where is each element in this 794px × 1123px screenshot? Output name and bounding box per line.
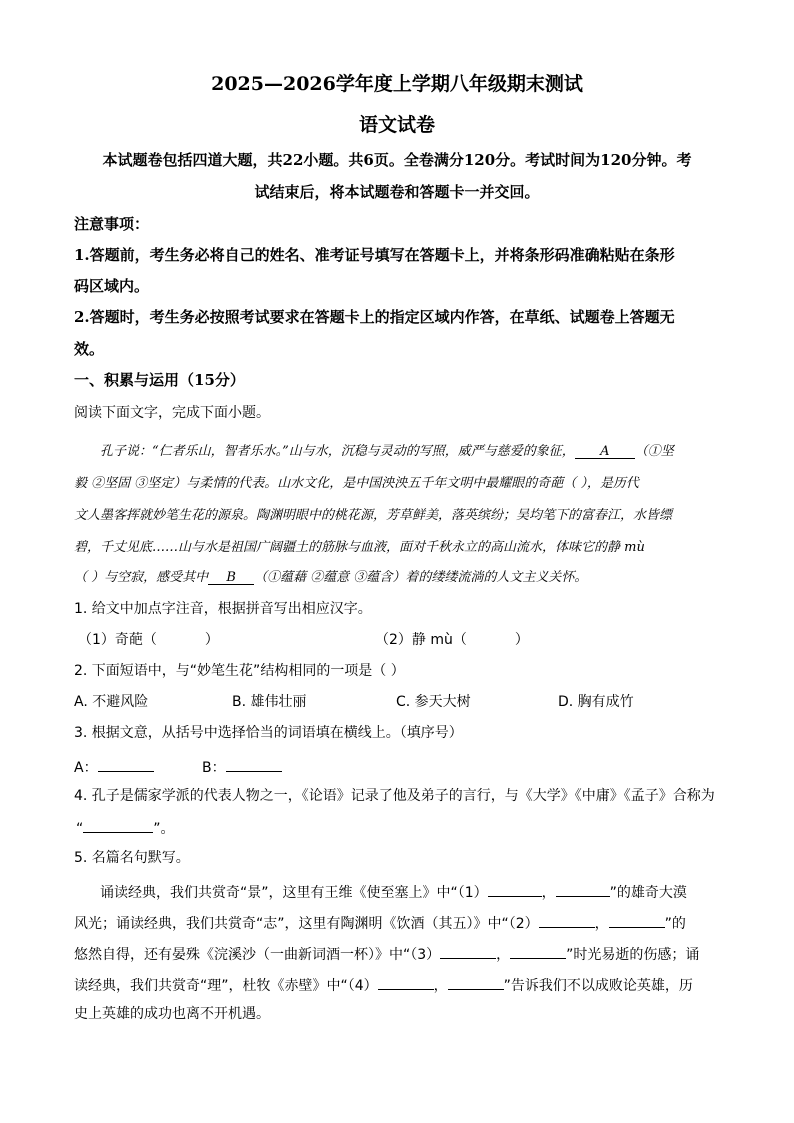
paren-close: ）	[204, 632, 219, 648]
question-1-part-2	[375, 630, 529, 650]
text: ”的	[664, 916, 686, 932]
passage-line-5	[74, 568, 587, 588]
text: ”告诉我们不以成败论英雄，历	[503, 978, 693, 994]
text: 读经典，我们共赏奇“理”，杜牧《赤壁》中“（4）	[74, 978, 378, 994]
question-3-answer-b	[202, 755, 282, 778]
question-2-option-d[interactable]: D. 胸有成竹	[558, 694, 634, 710]
answer-label: A：	[74, 760, 98, 776]
answer-blank-a[interactable]	[98, 755, 154, 772]
exam-subtitle: 语文试卷	[358, 114, 435, 136]
answer-blank-2a[interactable]	[539, 911, 595, 928]
question-4-line-1: 4. 孔子是儒家学派的代表人物之一，《论语》记录了他及弟子的言行，与《大学》《中庸》《孟子》合称为	[74, 788, 715, 804]
passage-text: 孔子说：“仁者乐山，智者乐水。”山与水，沉稳与灵动的写照，威严与慈爱的象征，	[100, 444, 575, 459]
passage-text: （ ）与空寂，感受其中	[74, 570, 209, 585]
answer-blank-3b[interactable]	[510, 942, 566, 959]
question-2-option-c[interactable]: C. 参天大树	[396, 694, 471, 710]
passage-line-3: 文人墨客挥就妙笔生花的源泉。陶渊明眼中的桃花源，芳草鲜美，落英缤纷；吴均笔下的富春江，水皆缥	[74, 508, 673, 523]
answer-blank-b[interactable]	[226, 755, 282, 772]
intro-line-1: 本试题卷包括四道大题，共22小题。共6页。全卷满分120分。考试时间为120分钟。考	[102, 151, 692, 169]
paren-close: ）	[514, 632, 529, 648]
text: ”时光易逝的伤感；诵	[566, 947, 700, 963]
section-heading: 一、积累与运用（15分）	[74, 371, 245, 389]
text: ，	[541, 885, 556, 901]
text: ”的雄奇大漠	[609, 885, 687, 901]
question-5-line-3	[74, 942, 699, 965]
answer-label: B：	[202, 760, 226, 776]
answer-blank-3a[interactable]	[440, 942, 496, 959]
question-5: 5. 名篇名句默写。	[74, 850, 190, 866]
notice-item-1-line-1: 1.答题前，考生务必将自己的姓名、准考证号填写在答题卡上，并将条形码准确粘贴在条形	[74, 246, 675, 264]
answer-blank-4a[interactable]	[378, 973, 434, 990]
question-4-line-2	[76, 816, 175, 839]
question-3-answer-a	[74, 755, 154, 778]
notice-item-2-line-1: 2.答题时，考生务必按照考试要求在答题卡上的指定区域内作答，在草纸、试题卷上答题无	[74, 308, 675, 326]
question-3: 3. 根据文意，从括号中选择恰当的词语填在横线上。（填序号）	[74, 725, 463, 741]
text: ，	[496, 947, 511, 963]
question-5-line-5: 史上英雄的成功也离不开机遇。	[74, 1006, 270, 1022]
quote-open: “	[76, 821, 84, 837]
passage-text: （①蕴藉 ②蕴意 ③蕴含）着的缕缕流淌的人文主义关怀。	[254, 570, 588, 585]
passage-blank-a[interactable]: A	[575, 442, 635, 459]
question-2-option-a[interactable]: A. 不避风险	[74, 694, 149, 710]
text: ，	[433, 978, 448, 994]
question-2: 2. 下面短语中，与“妙笔生花”结构相同的一项是（ ）	[74, 663, 405, 679]
text: 风光；诵读经典，我们共赏奇“志”，这里有陶渊明《饮酒（其五）》中“（2）	[74, 916, 539, 932]
text: ，	[594, 916, 609, 932]
text: 悠然自得，还有晏殊《浣溪沙（一曲新词酒一杯）》中“（3）	[74, 947, 441, 963]
answer-blank[interactable]	[83, 816, 153, 833]
passage-blank-b[interactable]: B	[208, 568, 254, 585]
question-1: 1. 给文中加点字注音，根据拼音写出相应汉字。	[74, 601, 372, 617]
quote-close: ”。	[153, 821, 175, 837]
question-1-part-1-label: （1）奇葩（	[78, 632, 157, 648]
answer-blank-1a[interactable]	[488, 880, 542, 897]
answer-blank-2b[interactable]	[609, 911, 665, 928]
question-5-line-1	[100, 880, 687, 903]
question-2-option-b[interactable]: B. 雄伟壮丽	[232, 694, 307, 710]
section-instruction: 阅读下面文字，完成下面小题。	[74, 405, 270, 421]
question-1-part-2-label: （2）静 mù（	[375, 632, 467, 648]
notice-heading: 注意事项：	[74, 215, 150, 233]
text: 诵读经典，我们共赏奇“景”，这里有王维《使至塞上》中“（1）	[100, 885, 488, 901]
passage-text: （①坚	[634, 444, 674, 459]
notice-item-1-line-2: 码区域内。	[74, 277, 150, 295]
exam-title: 2025—2026学年度上学期八年级期末测试	[211, 73, 583, 95]
intro-line-2: 试结束后，将本试题卷和答题卡一并交回。	[254, 183, 540, 201]
question-5-line-4	[74, 973, 693, 996]
passage-line-1	[100, 442, 674, 462]
notice-item-2-line-2: 效。	[74, 340, 105, 358]
question-1-part-1	[78, 630, 219, 650]
question-5-line-2	[74, 911, 686, 934]
answer-blank-1b[interactable]	[556, 880, 610, 897]
passage-line-4: 碧，千丈见底……山与水是祖国广阔疆土的筋脉与血液，面对千秋永立的高山流水，体味它的静 mù	[74, 540, 645, 555]
answer-blank-4b[interactable]	[448, 973, 504, 990]
passage-line-2: 毅 ②坚固 ③坚定）与柔情的代表。山水文化，是中国泱泱五千年文明中最耀眼的奇葩（ ），是历代	[74, 476, 639, 491]
